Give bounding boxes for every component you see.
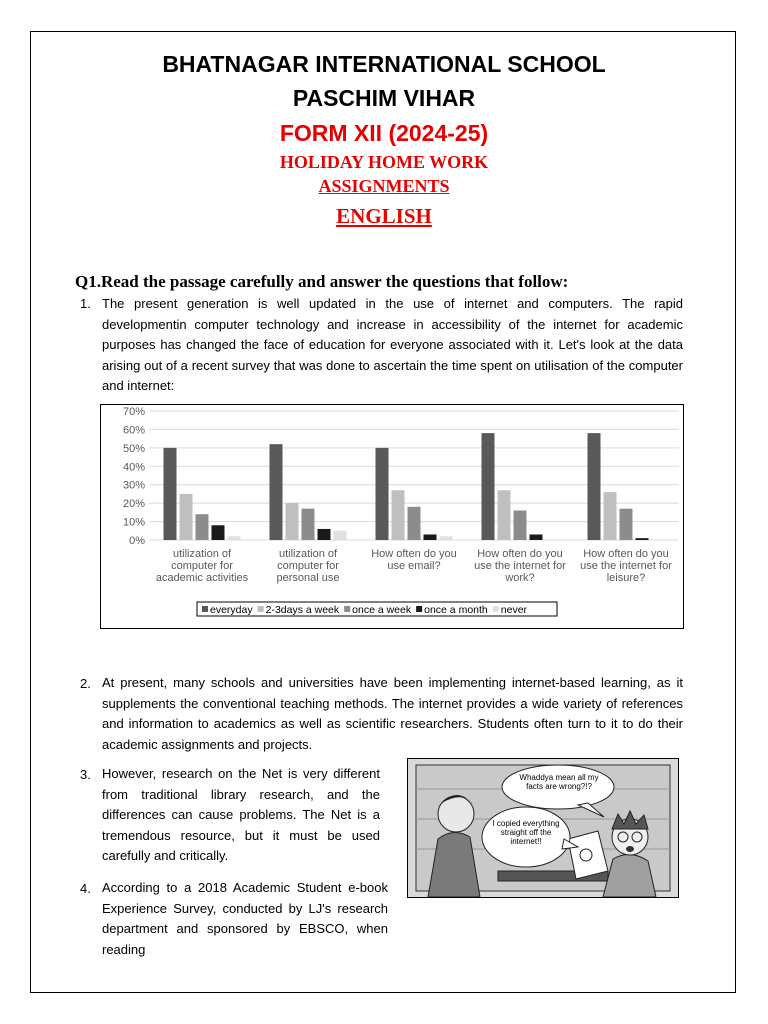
legend-label: 2-3days a week <box>265 604 340 616</box>
paragraph-number: 4. <box>80 881 91 896</box>
legend-swatch <box>493 606 499 612</box>
legend-label: once a month <box>424 604 488 616</box>
bar <box>334 531 347 540</box>
bar <box>270 444 283 540</box>
bar <box>164 448 177 540</box>
paragraph-2: At present, many schools and universities have been implementing internet-based learning, as it supplements the conventional teaching methods. The internet provides a wide variety of references and information to academics as well as scientific researchers. Students often turn to it to do their academic assignments and projects. <box>102 675 683 752</box>
bar <box>498 490 511 540</box>
y-tick-label: 40% <box>122 461 145 474</box>
bar <box>392 490 405 540</box>
cartoon-speech-2: I copied everything straight off the internet!! <box>492 819 560 846</box>
y-tick-label: 30% <box>122 479 145 492</box>
legend-swatch <box>258 606 264 612</box>
x-category-label: leisure? <box>606 572 646 584</box>
bar <box>604 492 617 540</box>
bar-chart <box>101 405 683 628</box>
question-title: Q1.Read the passage carefully and answer the questions that follow: <box>75 272 569 291</box>
school-name: BHATNAGAR INTERNATIONAL SCHOOL <box>162 51 606 77</box>
bar <box>440 536 453 540</box>
paragraph-number: 2. <box>80 676 91 691</box>
legend-swatch <box>344 606 350 612</box>
x-category-label: How often do you <box>371 548 457 560</box>
x-category-label: How often do you <box>477 548 563 560</box>
y-tick-label: 0% <box>129 535 145 547</box>
x-category-label: utilization of <box>278 548 338 560</box>
bar <box>408 507 421 540</box>
legend-label: never <box>500 604 528 616</box>
bar <box>588 433 601 540</box>
x-category-label: use the internet for <box>580 560 672 572</box>
paragraph-3: However, research on the Net is very different from traditional library research, and the differences can cause problems. The Net is a tremendous resource, but it must be used carefully and critically. <box>102 766 380 863</box>
bar <box>620 509 633 540</box>
x-category-label: utilization of <box>172 548 232 560</box>
x-category-label: academic activities <box>155 572 249 584</box>
bar <box>228 536 241 540</box>
survey-chart <box>100 404 684 629</box>
x-category-label: use the internet for <box>474 560 566 572</box>
x-category-label: How often do you <box>583 548 669 560</box>
bar <box>530 534 543 540</box>
paragraph-4: According to a 2018 Academic Student e-book Experience Survey, conducted by LJ's research department and sponsored by EBSCO, when reading <box>102 880 388 957</box>
bar <box>636 538 649 540</box>
cartoon-illustration <box>408 759 678 897</box>
cartoon-image <box>407 758 679 898</box>
cartoon-speech-1: Whaddya mean all my facts are wrong?!? <box>519 773 599 791</box>
paragraph-number: 1. <box>80 296 91 311</box>
x-category-label: computer for <box>277 560 339 572</box>
bar <box>514 511 527 540</box>
bar <box>424 534 437 540</box>
school-branch: PASCHIM VIHAR <box>292 85 476 111</box>
legend-swatch <box>202 606 208 612</box>
legend-label: everyday <box>210 604 253 616</box>
x-category-label: personal use <box>276 572 340 584</box>
y-tick-label: 70% <box>122 406 145 418</box>
bar <box>318 529 331 540</box>
legend-label: once a week <box>352 604 412 616</box>
y-tick-label: 10% <box>122 516 145 529</box>
legend-swatch <box>416 606 422 612</box>
x-category-label: use email? <box>387 560 441 572</box>
assignments-title: ASSIGNMENTS <box>318 176 450 196</box>
paragraph-1: The present generation is well updated in the use of internet and computers. The rapid developmentin computer technology and increase in accessibility of the internet for academic purposes has changed the face of education for everyone associated with it. Let's look at the data arising out of a recent survey that was done to ascertain the time spent on utilisation of the computer and internet: <box>102 296 683 393</box>
bar <box>180 494 193 540</box>
bar <box>302 509 315 540</box>
bar <box>196 514 209 540</box>
subject-title: ENGLISH <box>336 204 432 228</box>
x-category-label: work? <box>505 572 535 584</box>
bar <box>212 525 225 540</box>
y-tick-label: 20% <box>122 498 145 511</box>
form-title: FORM XII (2024-25) <box>279 120 489 146</box>
bar <box>376 448 389 540</box>
bar <box>482 433 495 540</box>
x-category-label: computer for <box>171 560 233 572</box>
y-tick-label: 50% <box>122 442 145 455</box>
y-tick-label: 60% <box>122 424 145 437</box>
bar <box>286 503 299 540</box>
paragraph-number: 3. <box>80 767 91 782</box>
holiday-homework-title: HOLIDAY HOME WORK <box>279 152 489 172</box>
